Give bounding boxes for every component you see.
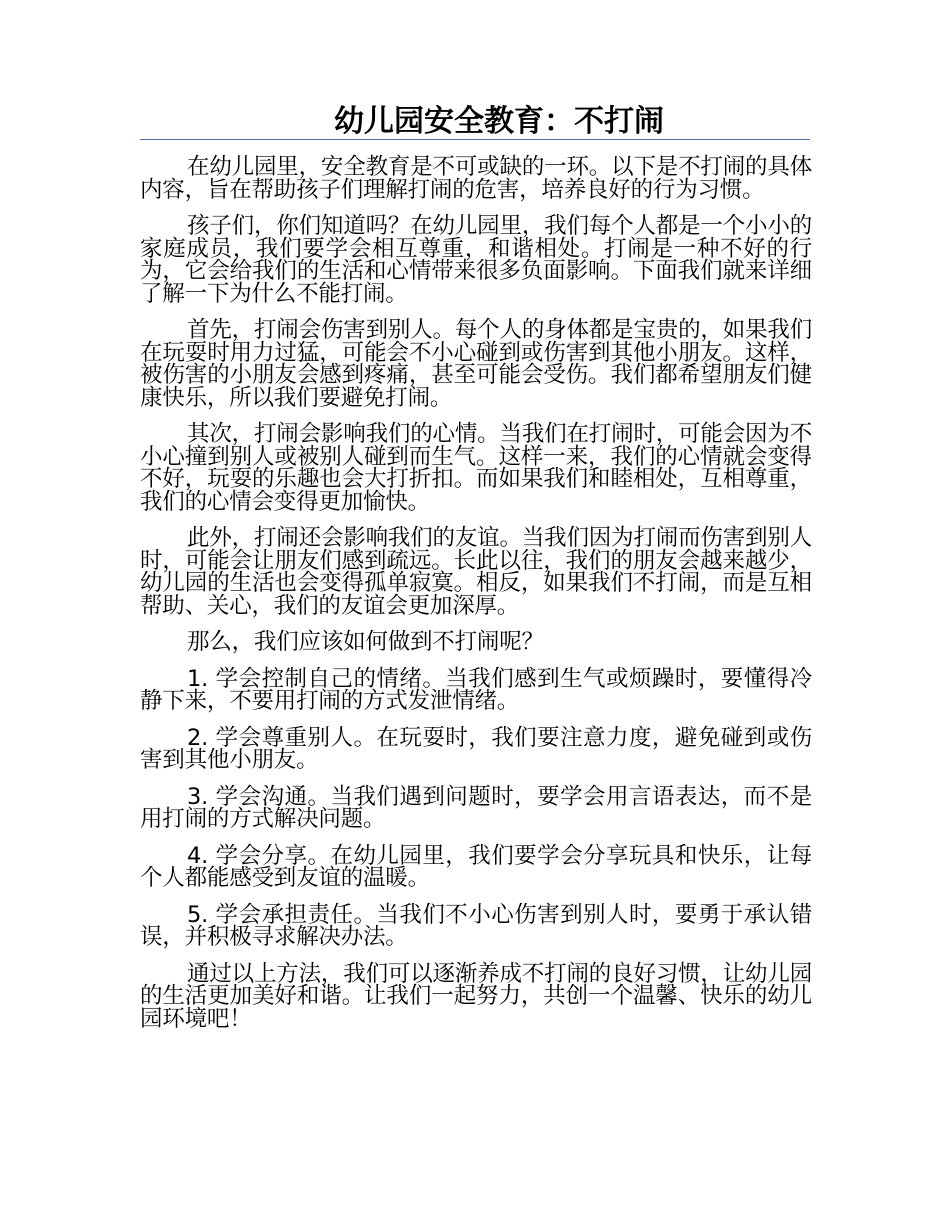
list-item-5: 5. 学会承担责任。当我们不小心伤害到别人时，要勇于承认错误，并积极寻求解决办法。 (140, 901, 812, 950)
list-item-4: 4. 学会分享。在幼儿园里，我们要学会分享玩具和快乐，让每个人都能感受到友谊的温暖。 (140, 842, 812, 891)
paragraph-how-to: 那么，我们应该如何做到不打闹呢？ (187, 629, 544, 655)
document-body (140, 156, 812, 1030)
paragraph-third-reason: 此外，打闹还会影响我们的友谊。当我们因为打闹而伤害到别人时，可能会让朋友们感到疏远。长此以往，我们的朋友会越来越少，幼儿园的生活也会变得孤单寂寞。相反，如果我们不打闹，而是互相帮助、关心，我们的友谊会更加深厚。 (140, 525, 812, 619)
paragraph-intro: 在幼儿园里，安全教育是不可或缺的一环。以下是不打闹的具体内容，旨在帮助孩子们理解打闹的危害，培养良好的行为习惯。 (140, 154, 812, 203)
paragraph-first-reason: 首先，打闹会伤害到别人。每个人的身体都是宝贵的，如果我们在玩耍时用力过猛，可能会不小心碰到或伤害到其他小朋友。这样，被伤害的小朋友会感到疼痛，甚至可能会受伤。我们都希望朋友们健康快乐，所以我们要避免打闹。 (140, 317, 812, 411)
paragraph-second-reason: 其次，打闹会影响我们的心情。当我们在打闹时，可能会因为不小心撞到别人或被别人碰到而生气。这样一来，我们的心情就会变得不好，玩耍的乐趣也会大打折扣。而如果我们和睦相处，互相尊重，我们的心情会变得更加愉快。 (140, 421, 812, 515)
title-underline (140, 139, 810, 140)
paragraph-question: 孩子们，你们知道吗？在幼儿园里，我们每个人都是一个小小的家庭成员，我们要学会相互尊重，和谐相处。打闹是一种不好的行为，它会给我们的生活和心情带来很多负面影响。下面我们就来详细了解一下为什么不能打闹。 (140, 213, 812, 307)
paragraph-conclusion: 通过以上方法，我们可以逐渐养成不打闹的良好习惯，让幼儿园的生活更加美好和谐。让我们一起努力，共创一个温馨、快乐的幼儿园环境吧！ (140, 960, 812, 1032)
list-item-3: 3. 学会沟通。当我们遇到问题时，要学会用言语表达，而不是用打闹的方式解决问题。 (140, 783, 812, 832)
document-title: 幼儿园安全教育：不打闹 (334, 104, 664, 139)
list-item-2: 2. 学会尊重别人。在玩耍时，我们要注意力度，避免碰到或伤害到其他小朋友。 (140, 724, 812, 773)
list-item-1: 1. 学会控制自己的情绪。当我们感到生气或烦躁时，要懂得冷静下来，不要用打闹的方式发泄情绪。 (140, 665, 812, 714)
